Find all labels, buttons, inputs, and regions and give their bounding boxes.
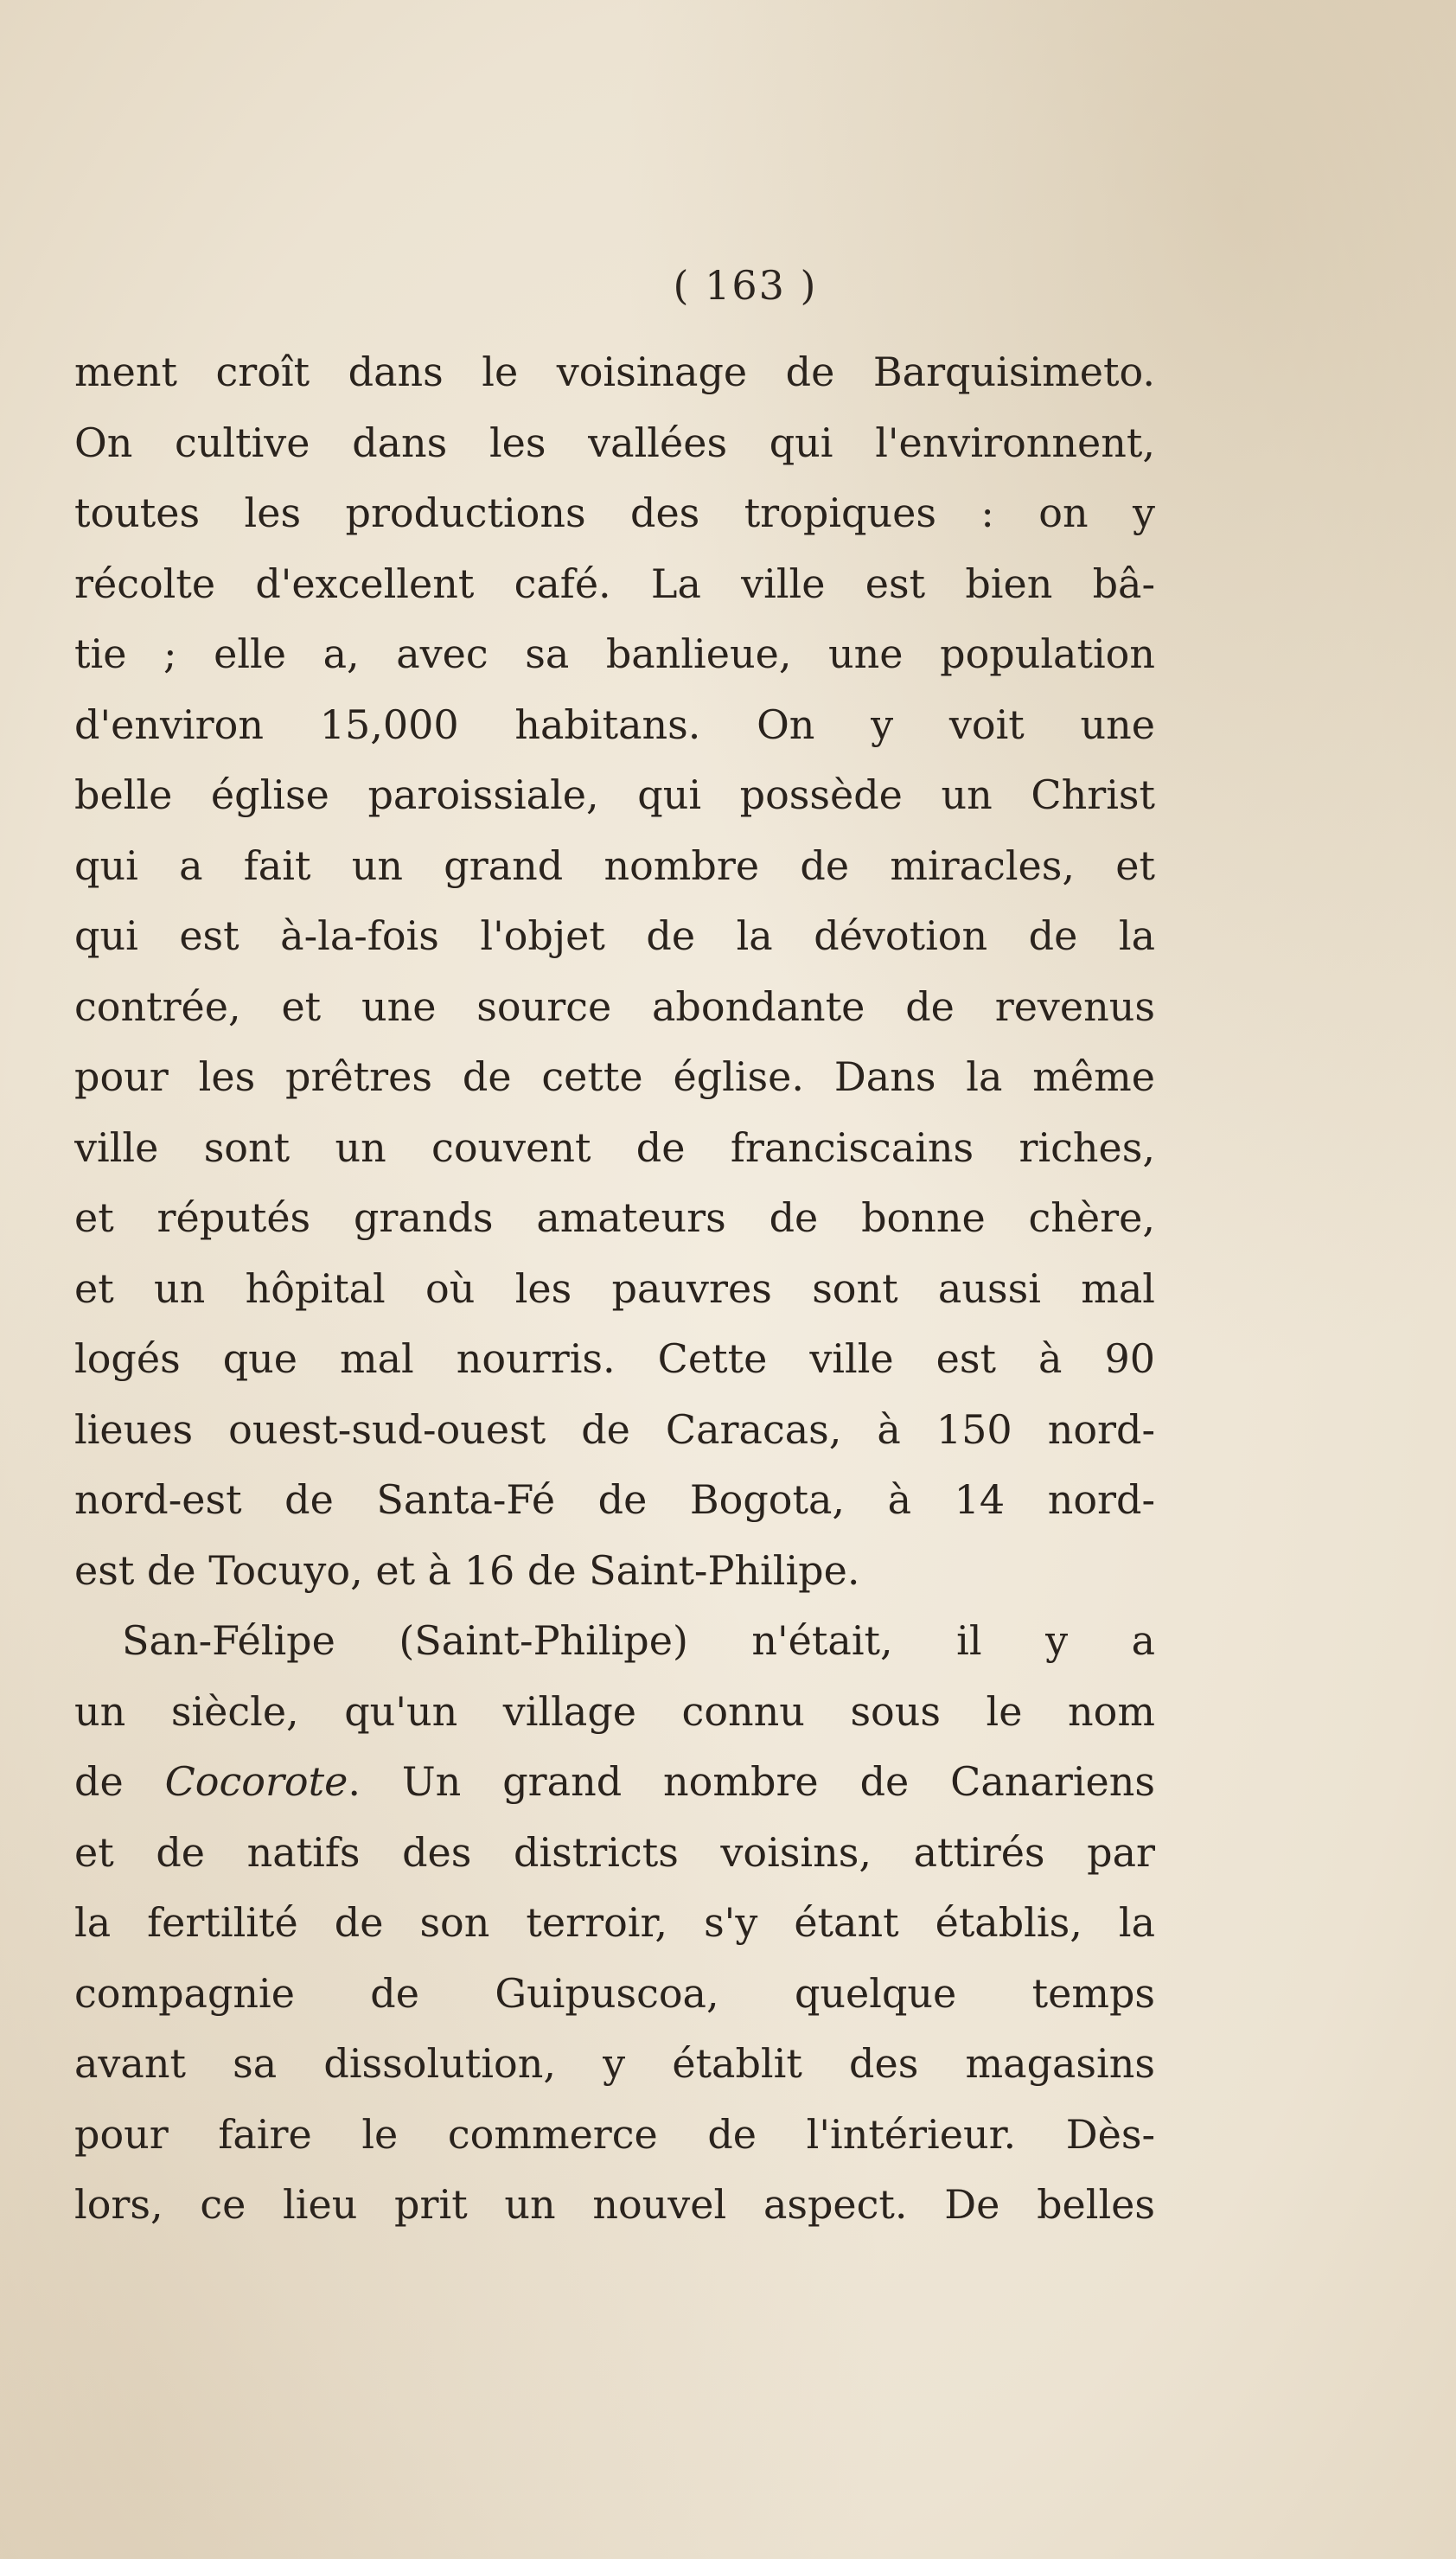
text-line-8: qui a fait un grand nombre de miracles, et [74, 841, 1155, 889]
text-line-7: belle église paroissiale, qui possède un Christ [74, 771, 1155, 818]
paragraph-2-line-6: compagnie de Guipuscoa, quelque temps [74, 1969, 1155, 2017]
paragraph-2-first-line: San-Félipe (Saint-Philipe) n'était, il y a [122, 1617, 1155, 1664]
text-line-15: logés que mal nourris. Cette ville est à 90 [74, 1335, 1155, 1382]
paragraph-2-line-8: pour faire le commerce de l'intérieur. Dès- [74, 2110, 1155, 2158]
text-line-2: On cultive dans les vallées qui l'environnent, [74, 419, 1155, 466]
line-3-prefix: de [74, 1758, 165, 1805]
text-line-12: ville sont un couvent de franciscains riches, [74, 1123, 1155, 1171]
place-name-italic: Cocorote [164, 1758, 348, 1805]
paragraph-2-line-7: avant sa dissolution, y établit des magasins [74, 2040, 1155, 2087]
line-3-suffix: . Un grand nombre de Canariens [348, 1758, 1155, 1805]
page-number: ( 163 ) [673, 262, 818, 309]
text-line-4: récolte d'excellent café. La ville est bien bâ- [74, 560, 1155, 607]
body-text [74, 337, 1155, 2241]
text-line-17: nord-est de Santa-Fé de Bogota, à 14 nord- [74, 1476, 1155, 1523]
text-line-6: d'environ 15,000 habitans. On y voit une [74, 701, 1155, 748]
text-line-3: toutes les productions des tropiques : on y [74, 489, 1155, 536]
text-line-13: et réputés grands amateurs de bonne chère, [74, 1194, 1155, 1241]
text-line-10: contrée, et une source abondante de revenus [74, 982, 1155, 1030]
text-line-14: et un hôpital où les pauvres sont aussi mal [74, 1264, 1155, 1312]
text-line-18: est de Tocuyo, et à 16 de Saint-Philipe. [74, 1546, 860, 1594]
paragraph-2-line-2: un siècle, qu'un village connu sous le nom [74, 1687, 1155, 1735]
paragraph-2-line-3 [74, 1747, 1155, 1818]
text-line-9: qui est à-la-fois l'objet de la dévotion de la [74, 912, 1155, 959]
text-line-1: ment croît dans le voisinage de Barquisimeto. [74, 349, 1155, 395]
paragraph-2-line-4: et de natifs des districts voisins, attirés par [74, 1828, 1155, 1876]
text-line-11: pour les prêtres de cette église. Dans la même [74, 1053, 1155, 1100]
paragraph-2-line-5: la fertilité de son terroir, s'y étant établis, la [74, 1899, 1155, 1946]
text-line-16: lieues ouest-sud-ouest de Caracas, à 150 nord- [74, 1405, 1155, 1453]
paragraph-2-line-9: lors, ce lieu prit un nouvel aspect. De belles [74, 2181, 1155, 2228]
text-line-5: tie ; elle a, avec sa banlieue, une population [74, 630, 1155, 677]
